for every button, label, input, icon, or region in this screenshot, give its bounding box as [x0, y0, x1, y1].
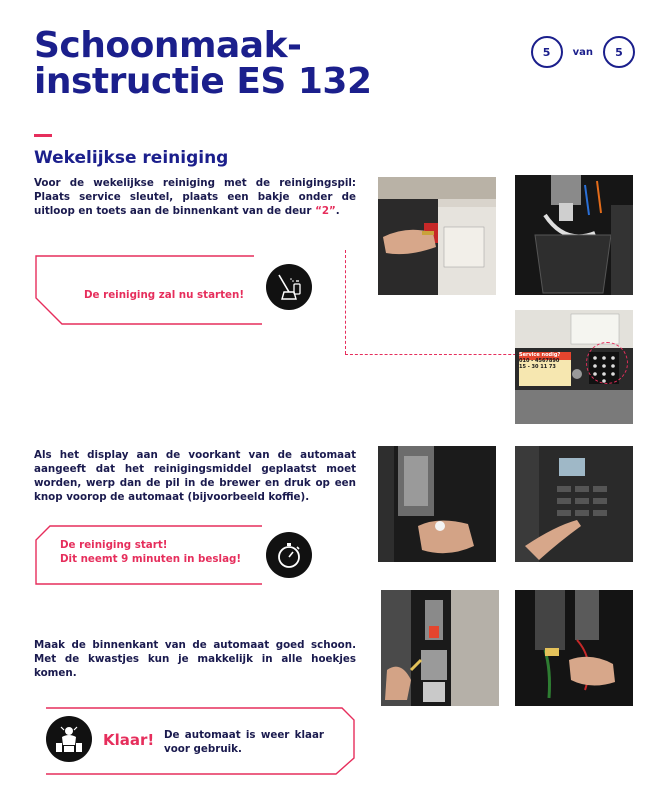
stopwatch-icon: [266, 532, 312, 578]
photo-tablet-in-brewer: [378, 446, 496, 562]
step1-callout-text: De reiniging zal nu starten!: [84, 289, 245, 301]
photo-service-key: [378, 177, 496, 295]
done-text: De automaat is weer klaar voor gebruik.: [164, 729, 324, 755]
step2-callout-line1: De reiniging start!: [60, 539, 168, 551]
step2-callout-line2: Dit neemt 9 minuten in beslag!: [60, 553, 242, 565]
keypad-sticker-text: Service nodig? 010 - 4567890 15 - 30 11 73: [519, 352, 561, 370]
connector-line-horizontal: [345, 354, 531, 355]
cleaning-spray-brush-icon: [266, 264, 312, 310]
total-pages: 5: [603, 36, 635, 68]
step3-paragraph: Maak de binnenkant van de automaat goed schoon. Met de kwastjes kun je makkelijk in alle hoekjes komen.: [34, 639, 356, 679]
current-page: 5: [531, 36, 563, 68]
connector-line-vertical: [345, 250, 346, 354]
keypad-highlight-circle: [586, 342, 628, 384]
photo-press-front-button: [515, 446, 633, 562]
photo-bucket-under-spout: [515, 175, 633, 295]
done-label: Klaar!: [103, 731, 155, 749]
page-indicator: [531, 36, 635, 68]
accent-dash: [34, 134, 52, 137]
key-highlight: “2”: [315, 205, 336, 217]
photo-brush-cleaning: [515, 590, 633, 706]
celebration-dj-icon: [46, 716, 92, 762]
step1-paragraph: Voor de wekelijkse reiniging met de reinigingspil: Plaats service sleutel, plaats een bakje onder de uitloop en toets aan de binnenkant van de deur “2”.: [34, 177, 356, 217]
step2-paragraph: Als het display aan de voorkant van de automaat aangeeft dat het reinigingsmiddel geplaatst moet worden, werp dan de pil in de brewer en druk op een knop voorop de automaat (bijvoorbeeld koffie).: [34, 449, 356, 503]
photo-open-machine: [381, 590, 499, 706]
page-title: Schoonmaak-instructie ES 132: [34, 25, 372, 102]
page-separator: van: [572, 46, 593, 58]
section-heading: Wekelijkse reiniging: [34, 148, 229, 168]
